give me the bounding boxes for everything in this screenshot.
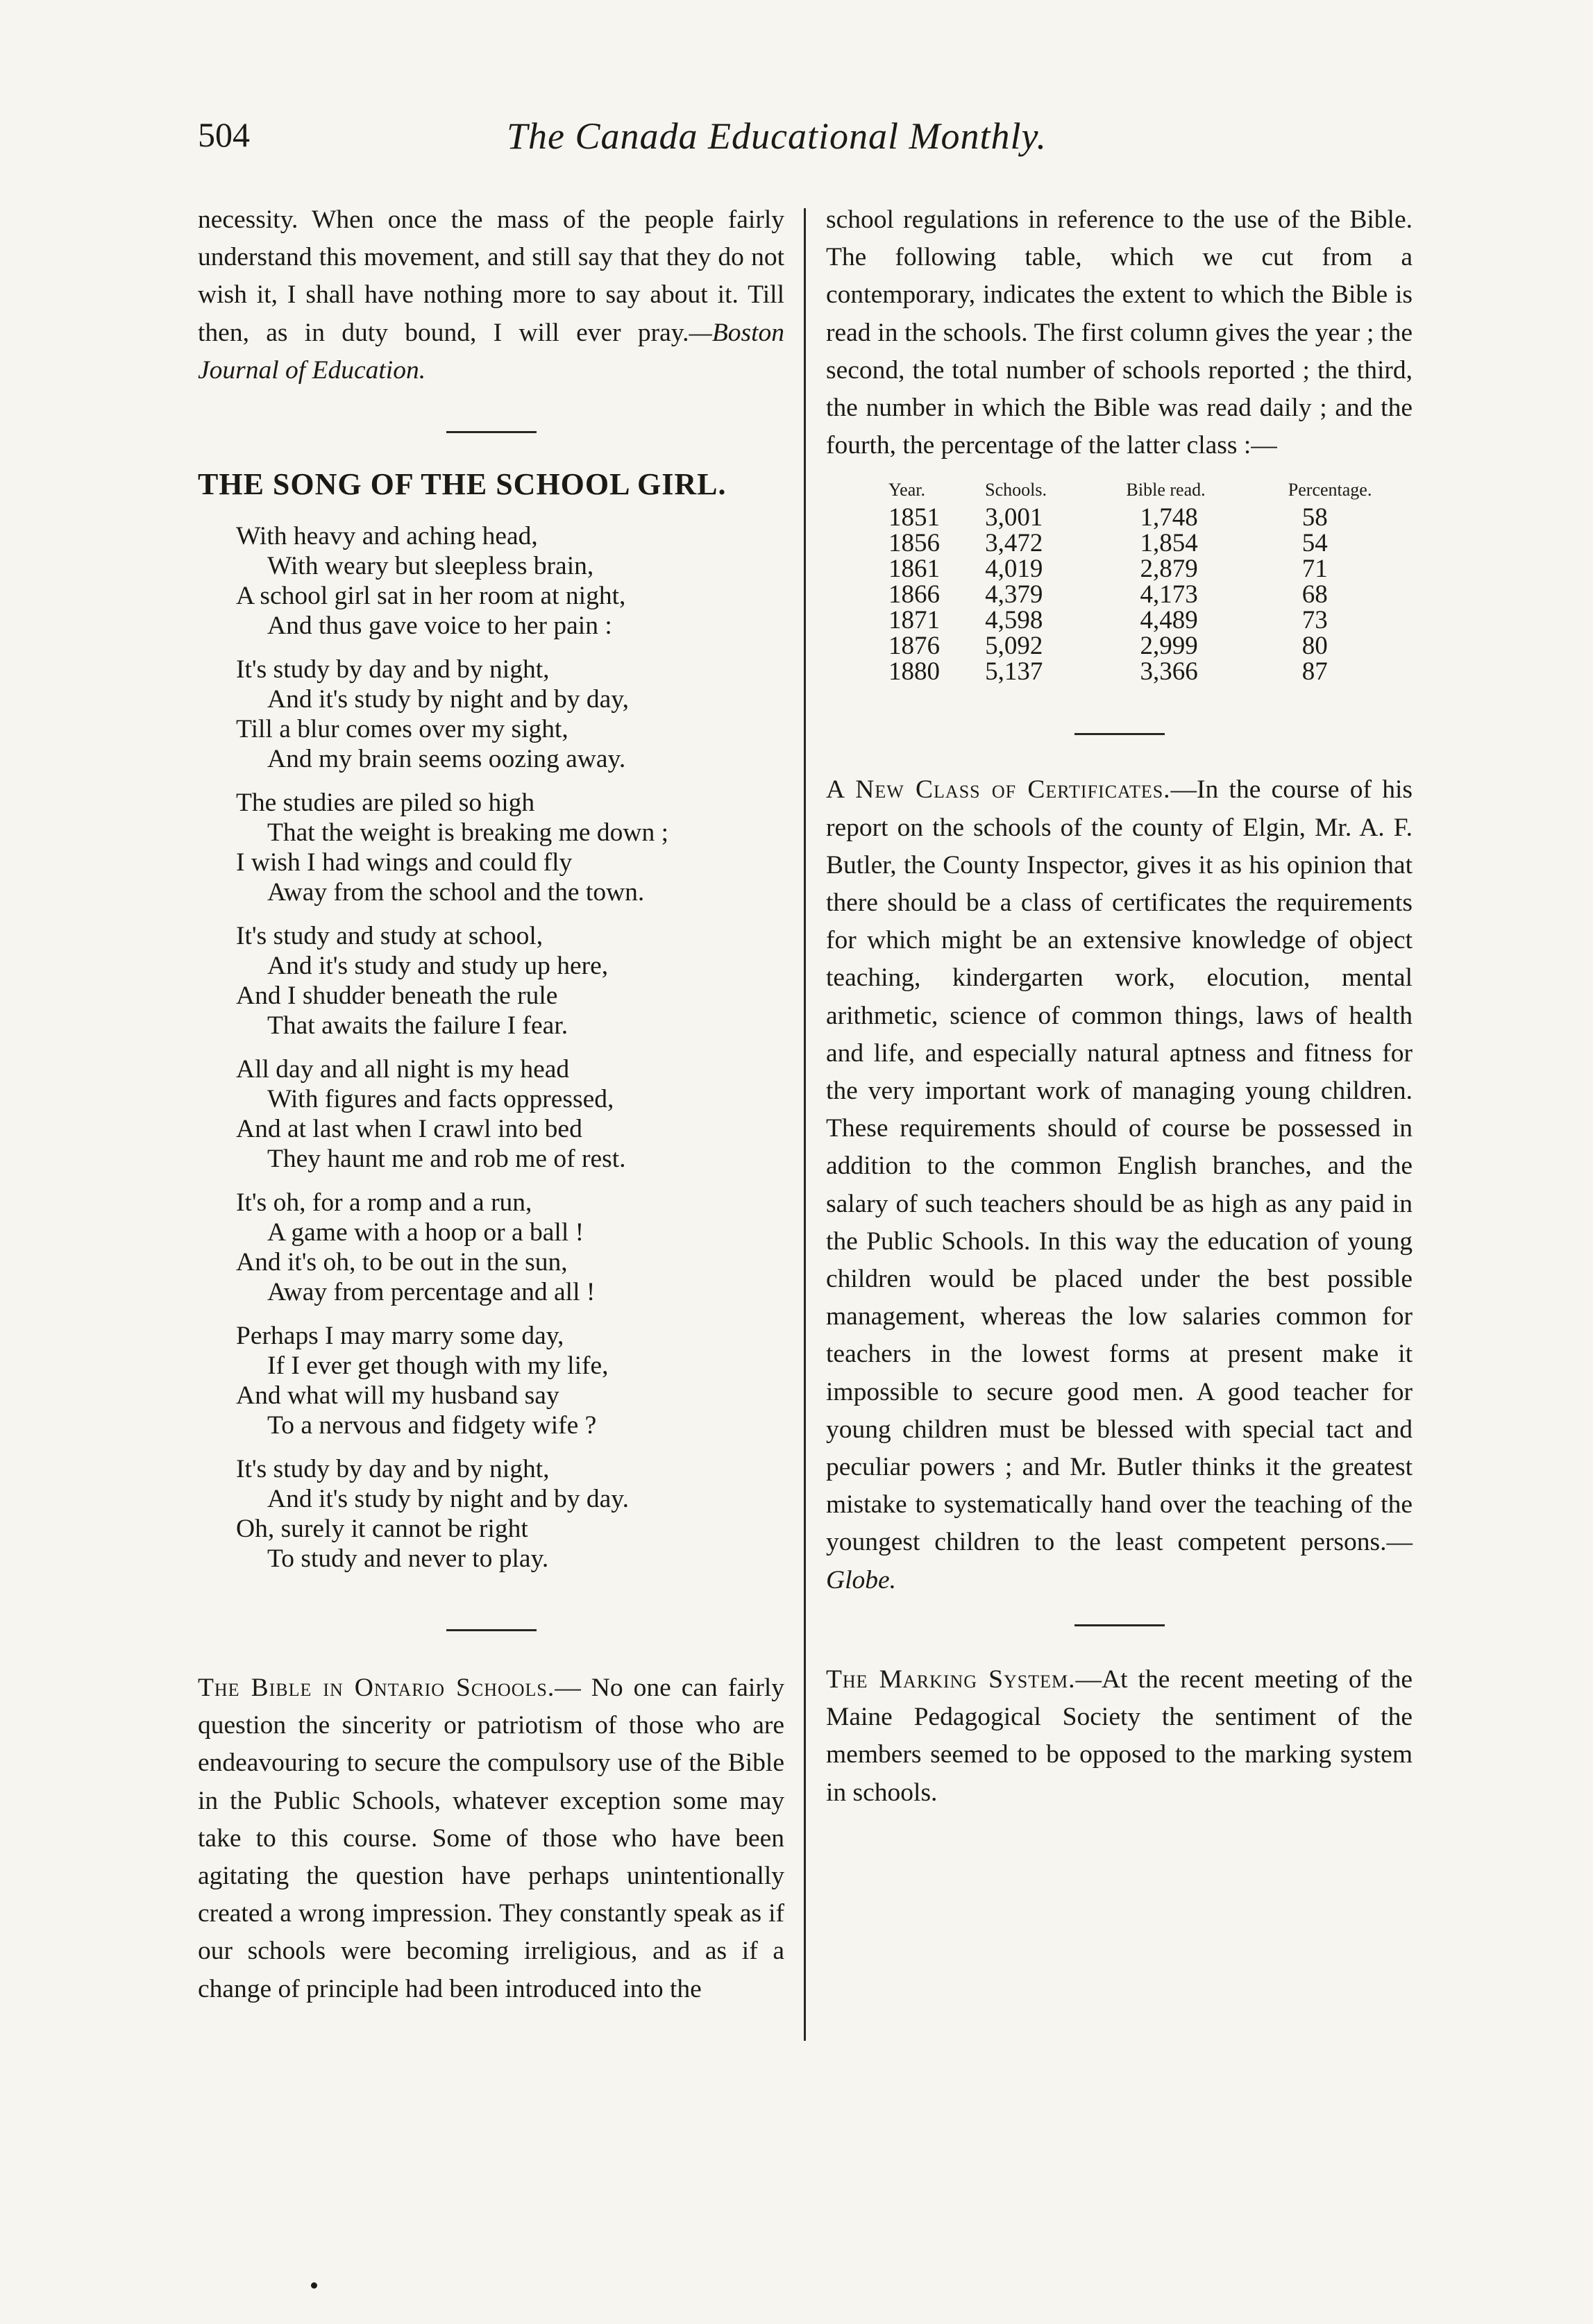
certificates-heading-dash: — [1170, 775, 1197, 805]
poem-line: To study and never to play. [267, 1544, 549, 1574]
poem-line: If I ever get though with my life, [267, 1352, 609, 1381]
poem-line: With heavy and aching head, [236, 522, 538, 551]
table-cell: 4,019 [985, 555, 1043, 584]
table-cell: 3,472 [985, 529, 1043, 558]
poem-line: It's study by day and by night, [236, 1455, 550, 1484]
right-column [826, 201, 1413, 1812]
certificates-heading: A New Class of Certificates. [826, 775, 1171, 805]
poem-line: I wish I had wings and could fly [236, 848, 573, 877]
certificates-article [826, 771, 1413, 1599]
poem-line: It's study and study at school, [236, 922, 543, 951]
table-cell: 4,598 [985, 606, 1043, 635]
poem-line: And my brain seems oozing away. [267, 745, 626, 774]
bible-table [888, 480, 1413, 687]
page-number: 504 [198, 115, 250, 154]
running-title: The Canada Educational Monthly. [507, 115, 1047, 157]
poem-line: That awaits the failure I fear. [267, 1011, 568, 1041]
poem-stanza [198, 1454, 784, 1574]
bible-text: No one can fairly question the sincerity or patriotism of those who are endeavouring to secure the compulsory use of the Bible in the Public Schools, whatever exception some may take to this course. Some of those who have been agitating the question have perhaps unintentionally created a wrong impression. They constantly speak as if our schools were becoming irreligious, and as if a change of principle had been introduced into the [198, 1674, 784, 2003]
table-row [888, 607, 1413, 633]
poem-stanza [198, 1188, 784, 1307]
bible-article [198, 1669, 784, 2008]
poem [198, 521, 784, 1574]
poem-line: Perhaps I may marry some day, [236, 1322, 564, 1351]
page-header [198, 115, 1454, 177]
poem-line: And it's study by night and by day, [267, 685, 629, 714]
poem-stanza [198, 521, 784, 641]
poem-stanza [198, 921, 784, 1041]
poem-line: All day and all night is my head [236, 1055, 570, 1084]
poem-line: To a nervous and fidgety wife ? [267, 1411, 597, 1440]
table-cell: 80 [1301, 632, 1328, 661]
bible-article-continuation: school regulations in reference to the use of the Bible. The following table, which we cut from a contemporary, indicates the extent to which the Bible is read in the schools. The first column gives the year ; the second, the total number of schools reported ; the third, the number in which the Bible was read daily ; and the fourth, the percentage of the latter class :— [826, 205, 1413, 460]
table-row [888, 556, 1413, 582]
poem-line: Away from the school and the town. [267, 878, 645, 907]
article-text: necessity. When once the mass of the people fairly understand this movement, and still say that they do not wish it, I shall have nothing more to say about it. Till then, as in duty bound, I will ever pray. [198, 205, 784, 347]
bible-heading: The Bible in Ontario Schools. [198, 1674, 555, 1703]
table-header: Schools. [985, 480, 1047, 500]
table-cell: 1880 [888, 657, 940, 687]
poem-line: A game with a hoop or a ball ! [267, 1218, 584, 1247]
table-cell: 2,879 [1140, 555, 1198, 584]
table-cell: 87 [1301, 657, 1328, 687]
table-cell: 54 [1301, 529, 1328, 558]
poem-line: And it's study and study up here, [267, 952, 609, 981]
poem-line: Till a blur comes over my sight, [236, 715, 568, 744]
table-row [888, 530, 1413, 556]
table-cell: 71 [1301, 555, 1328, 584]
poem-line: The studies are piled so high [236, 789, 535, 818]
poem-line: And it's oh, to be out in the sun, [236, 1248, 568, 1277]
poem-line: It's study by day and by night, [236, 655, 550, 684]
table-row [888, 505, 1413, 530]
poem-line: Away from percentage and all ! [267, 1278, 596, 1307]
marking-article [826, 1661, 1413, 1812]
table-cell: 1866 [888, 580, 940, 609]
ink-speck [311, 2282, 317, 2289]
poem-line: And I shudder beneath the rule [236, 982, 558, 1011]
table-cell: 4,173 [1140, 580, 1198, 609]
marking-heading-dash: — [1075, 1665, 1102, 1694]
certificates-source-dash: — [1386, 1528, 1413, 1557]
poem-line: With weary but sleepless brain, [267, 552, 594, 581]
table-cell: 73 [1301, 606, 1328, 635]
table-body [888, 503, 1413, 687]
table-cell: 3,366 [1140, 657, 1198, 687]
table-cell: 2,999 [1140, 632, 1198, 661]
marking-heading: The Marking System. [826, 1665, 1076, 1694]
poem-line: That the weight is breaking me down ; [267, 818, 668, 848]
poem-line: They haunt me and rob me of rest. [267, 1145, 626, 1174]
poem-stanza [198, 788, 784, 907]
table-header: Year. [888, 480, 925, 500]
poem-line: A school girl sat in her room at night, [236, 582, 626, 611]
table-row [888, 582, 1413, 607]
table-cell: 1851 [888, 503, 940, 532]
table-row [888, 633, 1413, 659]
poem-title: THE SONG OF THE SCHOOL GIRL. [198, 467, 727, 502]
table-header: Bible read. [1126, 480, 1206, 500]
table-cell: 3,001 [985, 503, 1043, 532]
table-cell: 1871 [888, 606, 940, 635]
table-row [888, 659, 1413, 684]
table-cell: 58 [1301, 503, 1328, 532]
table-cell: 1876 [888, 632, 940, 661]
certificates-text: In the course of his report on the schools of the county of Elgin, Mr. A. F. Butler, the County Inspector, gives it as his opinion that there should be a class of certificates the requirements for which might be an extensive knowledge of object teaching, kindergarten work, elocution, mental arithmetic, science of common things, laws of health and life, and especially natural aptness and fitness for the very important work of managing young children. These requirements should of course be possessed in addition to the common English branches, and the salary of such teachers should be as high as any paid in the Public Schools. In this way the education of young children would be placed under the best possible management, whereas the low salaries common for teachers in the lowest forms at present make it impossible to secure good men. A good teacher for young children must be blessed with special tact and peculiar powers ; and Mr. Butler thinks it the greatest mistake to systematically hand over the teaching of the youngest children to the least competent persons. [826, 775, 1413, 1557]
article-source: —Boston Journal of Education. [198, 318, 784, 385]
table-cell: 1861 [888, 555, 940, 584]
table-cell: 1856 [888, 529, 940, 558]
poem-line: And thus gave voice to her pain : [267, 612, 612, 641]
poem-stanza [198, 1054, 784, 1174]
table-cell: 4,379 [985, 580, 1043, 609]
marking-text: At the recent meeting of the Maine Pedagogical Society the sentiment of the members seemed to be opposed to the marking system in schools. [826, 1665, 1413, 1807]
poem-line: Oh, surely it cannot be right [236, 1515, 528, 1544]
left-column [198, 201, 784, 2008]
poem-line: And at last when I crawl into bed [236, 1115, 582, 1144]
table-cell: 68 [1301, 580, 1328, 609]
poem-line: It's oh, for a romp and a run, [236, 1188, 532, 1218]
poem-line: And it's study by night and by day. [267, 1485, 629, 1514]
table-cell: 5,137 [985, 657, 1043, 687]
poem-line: And what will my husband say [236, 1381, 559, 1411]
table-header: Percentage. [1288, 480, 1372, 500]
bible-heading-dash: — [555, 1674, 581, 1703]
table-cell: 4,489 [1140, 606, 1198, 635]
article-continuation [198, 201, 784, 389]
poem-stanza [198, 655, 784, 774]
table-cell: 5,092 [985, 632, 1043, 661]
table-cell: 1,854 [1140, 529, 1198, 558]
table-header-row [888, 480, 1413, 505]
poem-stanza [198, 1321, 784, 1440]
poem-line: With figures and facts oppressed, [267, 1085, 614, 1114]
table-cell: 1,748 [1140, 503, 1198, 532]
column-rule [804, 208, 806, 2041]
certificates-source: Globe. [826, 1565, 897, 1594]
